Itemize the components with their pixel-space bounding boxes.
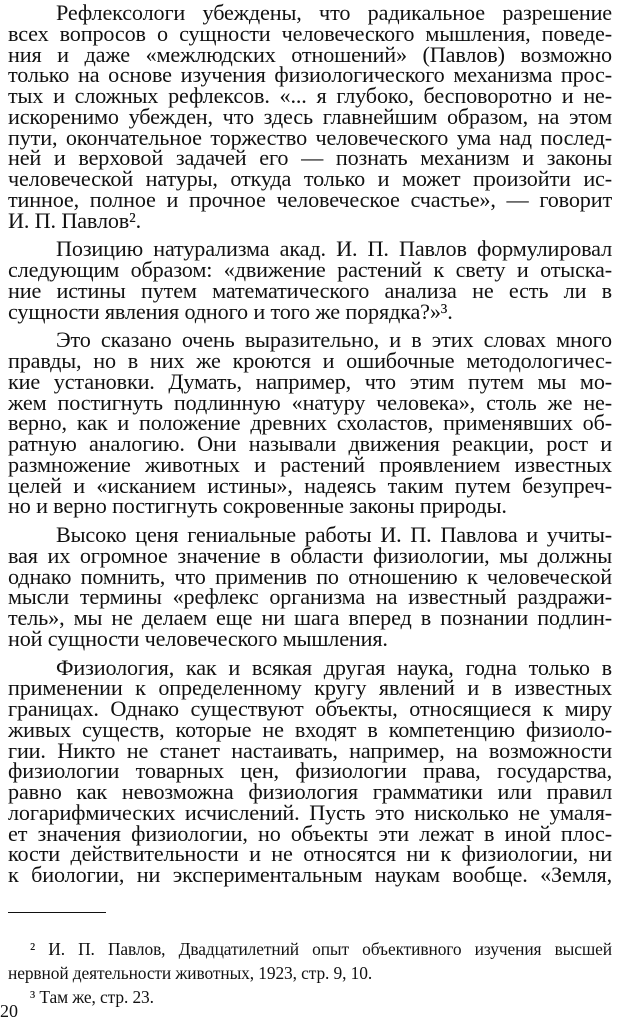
text-line: Это сказано очень выразительно, и в этих словах много <box>56 327 612 352</box>
footnote-line: нервной деятельности животных, 1923, стр. 9, 10. <box>8 963 373 983</box>
text-line: кости действительности и не относятся ни к физиологии, ни <box>8 841 612 866</box>
text-line: Физиология, как и всякая другая наука, годна только в <box>56 655 612 680</box>
text-line: ет значения физиологии, но объекты эти лежат в иной плос- <box>8 821 612 846</box>
page-number: 20 <box>0 1001 18 1021</box>
text-line: тель», мы не делаем еще ни шага вперед в познании подлин- <box>8 605 612 630</box>
footnote-line: ³ Там же, стр. 23. <box>30 987 154 1007</box>
text-line: искоренимо убежден, что здесь главнейшим образом, на этом <box>8 104 612 129</box>
text-line: ния и даже «межлюдских отношений» (Павлов) возможно <box>8 42 612 67</box>
text-line: ние истины путем математического анализа не есть ли в <box>8 278 612 303</box>
text-line: ратную аналогию. Они называли движения реакции, рост и <box>8 431 612 456</box>
text-line: тых и сложных рефлексов. «... я глубоко, бесповоротно и не- <box>8 83 612 108</box>
text-line: Высоко ценя гениальные работы И. П. Павлова и учиты- <box>56 522 612 547</box>
text-line: только на основе изучения физиологического механизма прос- <box>8 62 612 87</box>
text-line: Позицию натурализма акад. И. П. Павлов формулировал <box>56 236 612 261</box>
text-line: сущности явления одного и того же порядка?»³. <box>8 299 453 324</box>
text-line: всех вопросов о сущности человеческого мышления, поведе- <box>8 21 612 46</box>
text-line: И. П. Павлов². <box>8 208 142 233</box>
text-line: границах. Однако существуют объекты, относящиеся к миру <box>8 696 612 721</box>
text-line: Рефлексологи убеждены, что радикальное разрешение <box>56 0 612 25</box>
text-line: живых существ, которые не входят в компетенцию физиоло- <box>8 717 612 742</box>
text-line: применении к определенному кругу явлений и в известных <box>8 675 612 700</box>
text-line: ной сущности человеческого мышления. <box>8 626 388 651</box>
text-line: следующим образом: «движение растений к свету и отыска- <box>8 257 612 282</box>
text-line: целей и «исканием истины», надеясь таким путем безупреч- <box>8 473 612 498</box>
text-line: но и верно постигнуть сокровенные законы природы. <box>8 493 507 518</box>
text-line: жем постигнуть подлинную «натуру человека», столь же не- <box>8 390 612 415</box>
text-line: равно как невозможна физиология грамматики или правил <box>8 779 612 804</box>
footnote-separator <box>8 912 106 913</box>
text-line: ней и верховой задачей его — познать механизм и законы <box>8 145 612 170</box>
text-line: мысли термины «рефлекс организма на известный раздражи- <box>8 584 612 609</box>
text-line: пути, окончательное торжество человеческого ума над послед- <box>8 125 612 150</box>
text-line: человеческой натуры, откуда только и может произойти ис- <box>8 166 612 191</box>
text-line: гии. Никто не станет настаивать, например, на возможности <box>8 738 612 763</box>
text-line: правды, но в них же кроются и ошибочные методологичес- <box>8 348 612 373</box>
text-line: однако помнить, что применив по отношению к человеческой <box>8 564 612 589</box>
text-line: верно, как и положение древних схоластов, применявших об- <box>8 410 612 435</box>
text-line: физиологии товарных цен, физиологии права, государства, <box>8 758 612 783</box>
text-line: кие установки. Думать, например, что этим путем мы мо- <box>8 369 612 394</box>
text-line: к биологии, ни экспериментальным наукам вообще. «Земля, <box>8 862 612 887</box>
text-line: вая их огромное значение в области физиологии, мы должны <box>8 543 612 568</box>
text-line: тинное, полное и прочное человеческое счастье», — говорит <box>8 187 612 212</box>
footnote-line: ² И. П. Павлов, Двадцатилетний опыт объективного изучения высшей <box>30 939 612 959</box>
text-line: логарифмических исчислений. Пусть это нисколько не умаля- <box>8 800 612 825</box>
text-line: размножение животных и растений проявлением известных <box>8 452 612 477</box>
